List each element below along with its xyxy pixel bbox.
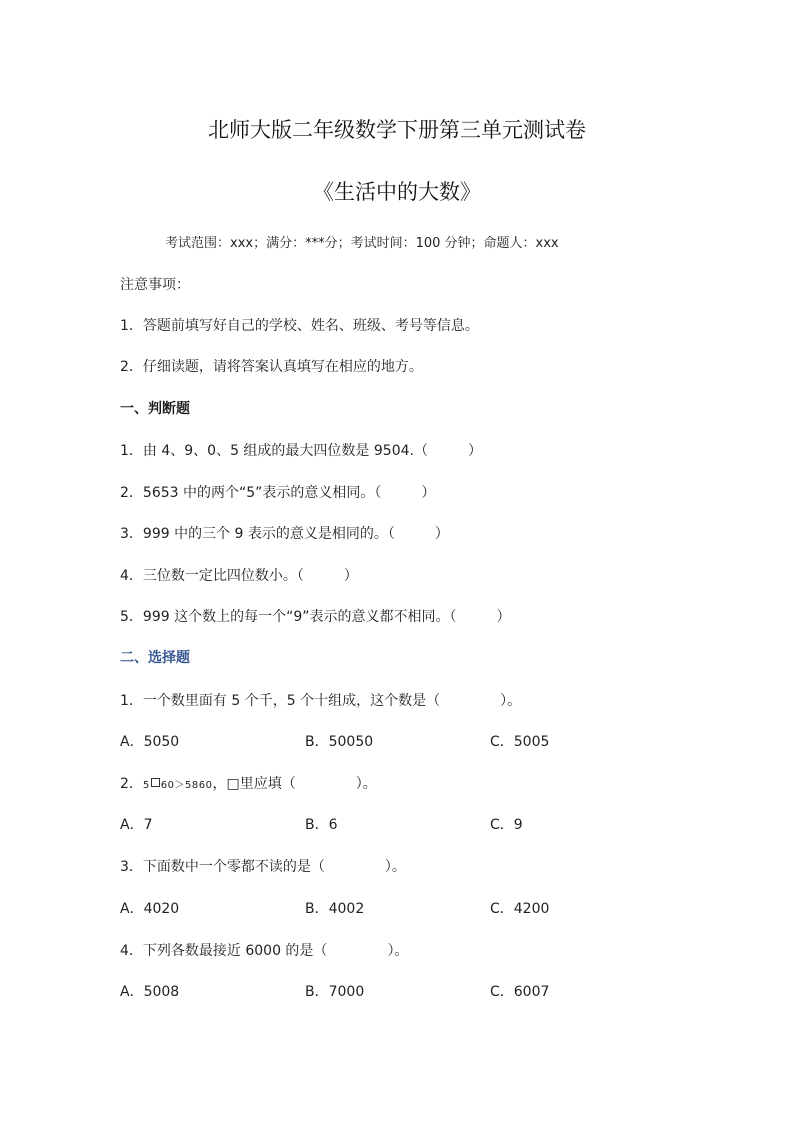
section-heading-choice: 二、选择题 [120, 650, 190, 666]
question-close: ） [434, 526, 449, 542]
note-item: 2．仔细读题，请将答案认真填写在相应的地方。 [120, 359, 423, 375]
option-b[interactable]: B．7000 [305, 984, 365, 1000]
option-c[interactable]: C．4200 [490, 901, 550, 917]
page-subtitle: 《生活中的大数》 [313, 180, 481, 204]
option-a[interactable]: A．5008 [120, 984, 180, 1000]
question-text: 4．三位数一定比四位数小。（ [120, 568, 304, 584]
exam-info: 考试范围：xxx；满分：***分；考试时间：100 分钟；命题人：xxx [165, 236, 559, 251]
question-text: 5．999 这个数上的每一个“9”表示的意义都不相同。（ [120, 609, 457, 625]
choice-question [120, 940, 408, 960]
page-title: 北师大版二年级数学下册第三单元测试卷 [208, 118, 586, 142]
choice-question [120, 856, 406, 876]
inequality-formula [143, 780, 213, 791]
option-b[interactable]: B．6 [305, 817, 338, 833]
option-a[interactable]: A．5050 [120, 734, 180, 750]
question-text: 4．下列各数最接近 6000 的是（ [120, 943, 328, 959]
judgement-question [120, 606, 511, 626]
question-text: 1．一个数里面有 5 个千，5 个十组成，这个数是（ [120, 693, 441, 709]
judgement-question [120, 523, 449, 543]
question-number: 2． [120, 776, 143, 792]
question-close: ）。 [500, 693, 522, 709]
judgement-question [120, 482, 435, 502]
question-close: ）。 [355, 776, 377, 792]
question-close: ） [421, 485, 436, 501]
question-close: ）。 [384, 859, 406, 875]
section-heading-judgement: 一、判断题 [120, 401, 190, 417]
blank-box-icon [151, 778, 160, 787]
question-text: 3．999 中的三个 9 表示的意义是相同的。（ [120, 526, 395, 542]
formula-left: 5 [142, 780, 150, 791]
question-close: ） [496, 609, 511, 625]
question-close: ） [467, 443, 482, 459]
option-a[interactable]: A．4020 [120, 901, 180, 917]
question-text: 2．5653 中的两个“5”表示的意义相同。（ [120, 485, 382, 501]
option-c[interactable]: C．5005 [490, 734, 550, 750]
note-item: 1．答题前填写好自己的学校、姓名、班级、考号等信息。 [120, 318, 479, 334]
choice-question [120, 773, 377, 793]
judgement-question [120, 440, 482, 460]
question-text: 1．由 4、9、0、5 组成的最大四位数是 9504.（ [120, 443, 428, 459]
question-text: ，□里应填（ [212, 776, 296, 792]
option-a[interactable]: A．7 [120, 817, 153, 833]
formula-right: 60＞5860 [160, 780, 213, 791]
question-close: ）。 [387, 943, 409, 959]
choice-question [120, 690, 521, 710]
notes-heading: 注意事项： [120, 277, 190, 293]
option-b[interactable]: B．4002 [305, 901, 365, 917]
question-close: ） [343, 568, 358, 584]
judgement-question [120, 565, 358, 585]
question-text: 3．下面数中一个零都不读的是（ [120, 859, 325, 875]
option-c[interactable]: C．9 [490, 817, 523, 833]
option-c[interactable]: C．6007 [490, 984, 550, 1000]
option-b[interactable]: B．50050 [305, 734, 374, 750]
